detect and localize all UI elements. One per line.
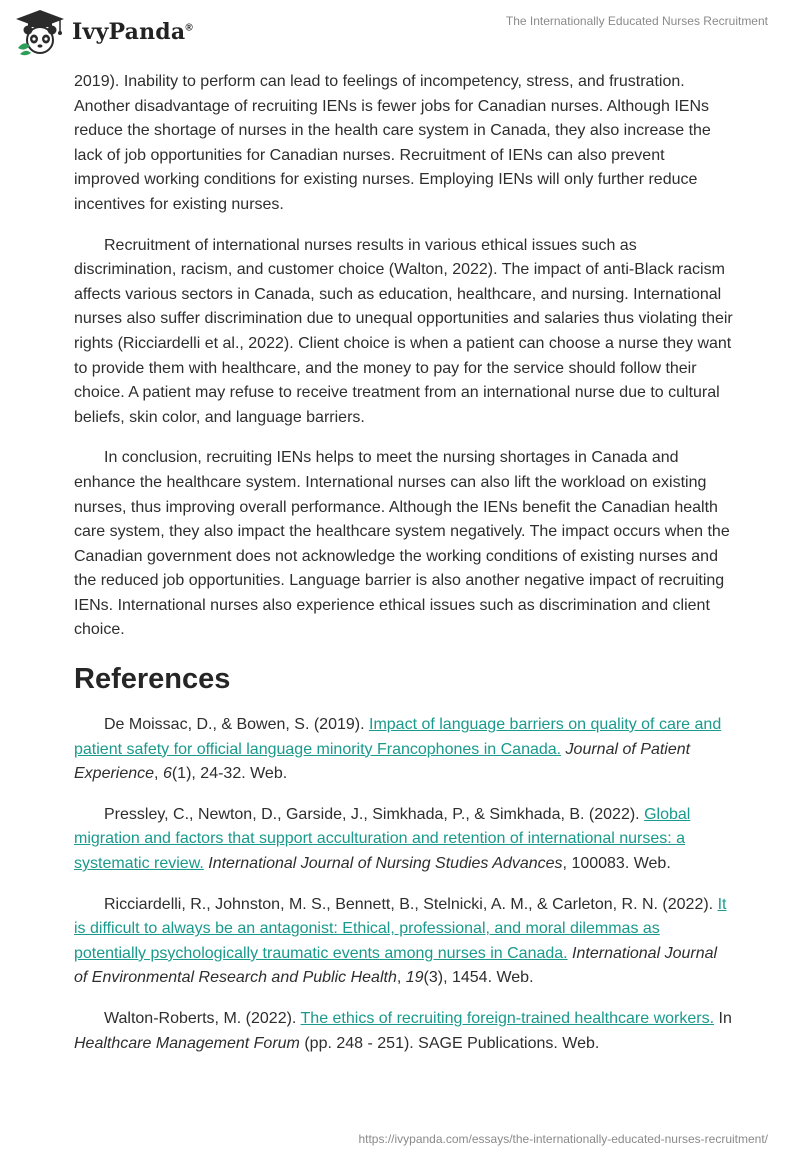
paragraph-conclusion: In conclusion, recruiting IENs helps to meet the nursing shortages in Canada and enhance the healthcare system. International nurses can also lift the workload on existing nurses, thus improving overall performance. Although the IENs benefit the Canadian health care system, they also impact the healthcare system negatively. The impact occurs when the Canadian government does not acknowledge the working conditions of existing nurses and the reduced job opportunities. Language barrier is also another negative impact of recruiting IENs. International nurses also experience ethical issues such as discrimination and client choice. xyxy=(74,449,730,639)
reference-details: (1), 24-32. Web. xyxy=(171,765,288,783)
page-header xyxy=(0,0,800,64)
reference-item xyxy=(74,803,734,877)
reference-journal: International Journal of Environmental Research and Public Health xyxy=(74,944,718,987)
reference-item xyxy=(74,893,734,991)
reference-details: , 100083. Web. xyxy=(562,855,671,873)
ivypanda-logo[interactable] xyxy=(14,8,193,56)
brand-name: IvyPanda® xyxy=(72,19,193,45)
reference-item xyxy=(74,713,734,787)
reference-journal: Healthcare Management Forum xyxy=(74,1034,300,1052)
reference-authors: Walton-Roberts, M. (2022). xyxy=(104,1010,301,1027)
reference-separator: , xyxy=(154,765,163,783)
page-url: https://ivypanda.com/essays/the-internationally-educated-nurses-recruitment/ xyxy=(358,1132,768,1146)
reference-details: (3), 1454. Web. xyxy=(423,969,534,987)
reference-pre-journal: In xyxy=(714,1010,732,1027)
reference-authors: Ricciardelli, R., Johnston, M. S., Bennett, B., Stelnicki, A. M., & Carleton, R. N. (2022). xyxy=(104,895,718,913)
reference-item xyxy=(74,1007,734,1056)
reference-link[interactable]: Impact of language barriers on quality of care and patient safety for official language minority Francophones in Canada. xyxy=(74,716,722,758)
reference-link[interactable]: It is difficult to always be an antagonist: Ethical, professional, and moral dilemmas as potentially psychologically traumatic events among nurses in Canada. xyxy=(74,895,727,962)
reference-volume: 6 xyxy=(162,765,172,783)
reference-authors: Pressley, C., Newton, D., Garside, J., Simkhada, P., & Simkhada, B. (2022). xyxy=(104,805,645,823)
reference-volume: 19 xyxy=(405,969,424,987)
paragraph-continuation: 2019). Inability to perform can lead to feelings of incompetency, stress, and frustration. Another disadvantage of recruiting IENs is fewer jobs for Canadian nurses. Although IENs reduce the shortage of nurses in the health care system in Canada, they also increase the lack of job opportunities for Canadian nurses. Recruitment of IENs can also prevent improved working conditions for existing nurses. Employing IENs will only further reduce incentives for existing nurses. xyxy=(74,73,711,213)
reference-details: (pp. 248 - 251). SAGE Publications. Web. xyxy=(299,1034,600,1052)
reference-journal: Journal of Patient Experience xyxy=(74,740,691,783)
reference-link[interactable]: The ethics of recruiting foreign-trained healthcare workers. xyxy=(300,1010,715,1027)
reference-separator: , xyxy=(396,969,406,987)
reference-journal: International Journal of Nursing Studies Advances xyxy=(203,855,563,873)
paragraph-ethical-issues: Recruitment of international nurses results in various ethical issues such as discrimination, racism, and customer choice (Walton, 2022). The impact of anti-Black racism affects various sectors in Canada, such as education, healthcare, and nursing. International nurses also suffer discrimination due to unequal opportunities and salaries thus violating their rights (Ricciardelli et al., 2022). Client choice is when a patient can choose a nurse they want to provide them with healthcare, and the money to pay for the service should follow their choice. A patient may refuse to receive treatment from an international nurse due to cultural beliefs, skin color, and language barriers. xyxy=(74,236,733,426)
essay-content xyxy=(74,70,734,1072)
document-title: The Internationally Educated Nurses Recruitment xyxy=(505,14,768,28)
panda-graduate-icon xyxy=(14,8,66,56)
references-heading: References xyxy=(74,663,231,696)
reference-authors: De Moissac, D., & Bowen, S. (2019). xyxy=(104,716,369,734)
registered-mark: ® xyxy=(185,22,193,34)
reference-link[interactable]: Global migration and factors that support acculturation and retention of international nurses: a systematic review. xyxy=(74,805,691,873)
